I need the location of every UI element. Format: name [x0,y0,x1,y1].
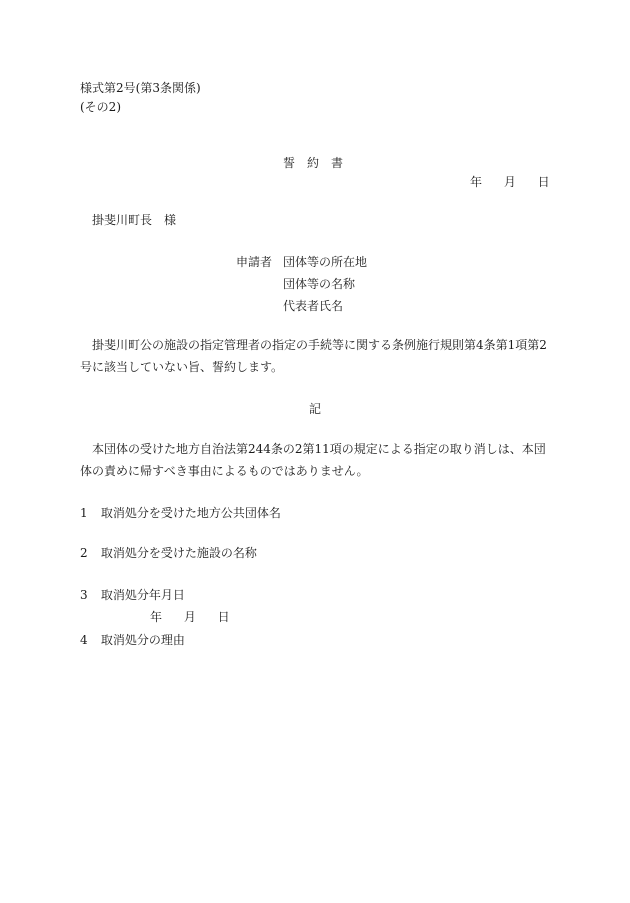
item-label: 取消処分年月日 [100,588,185,602]
list-item [80,632,185,648]
applicant-label: 申請者 [236,255,273,269]
item-number: 2 [80,546,88,560]
revocation-date-line: 年 月 日 [150,610,230,624]
form-number: 様式第2号(第3条関係) [80,81,201,95]
item-label: 取消処分を受けた施設の名称 [100,546,257,560]
list-item [80,545,257,561]
list-item [80,505,281,521]
pledge-paragraph: 掛斐川町公の施設の指定管理者の指定の手続等に関する条例施行規則第4条第1項第2号に該当していない旨、誓約します。 [80,338,547,374]
applicant-field-name: 団体等の名称 [283,277,356,291]
applicant-field-address: 団体等の所在地 [283,255,368,269]
form-subnumber: (その2) [80,100,121,114]
document-title: 誓約書 [282,156,355,170]
item-label: 取消処分を受けた地方公共団体名 [100,506,281,520]
item-number: 1 [80,506,88,520]
statement-paragraph: 本団体の受けた地方自治法第244条の2第11項の規定による指定の取り消しは、本団体の責めに帰すべき事由によるものではありません。 [80,442,546,478]
item-label: 取消処分の理由 [100,633,185,647]
item-number: 4 [80,633,88,647]
date-line: 年 月 日 [470,175,550,189]
list-item [80,587,185,603]
item-number: 3 [80,588,88,602]
ki-heading: 記 [308,402,321,416]
addressee: 掛斐川町長 様 [92,213,177,227]
applicant-field-representative: 代表者氏名 [283,299,344,313]
